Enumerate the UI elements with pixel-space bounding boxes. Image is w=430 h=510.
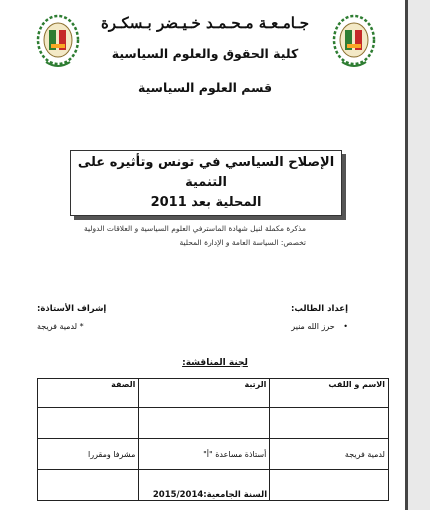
- prepared-by-label: إعداد الطالب:: [290, 304, 348, 314]
- memo-description: مذكرة مكملة لنيل شهادة الماسترفي العلوم السياسية و العلاقات الدولية: [83, 224, 306, 233]
- header-name: الاسم و اللقب: [270, 379, 389, 408]
- university-name: جـامـعـة مـحـمـد خـيـضر بـسكـرة: [100, 14, 310, 32]
- thesis-title-line1: الإصلاح السياسي في تونس وتأثيره على التنمية: [77, 155, 335, 190]
- thesis-title-line2: المحلية بعد 2011: [150, 195, 262, 210]
- thesis-title-box: [70, 150, 342, 216]
- header-role: الصفة: [38, 379, 139, 408]
- specialization: تخصص: السياسة العامة و الإدارة المحلية: [179, 238, 306, 247]
- university-logo-left: [36, 14, 80, 70]
- table-cell: [139, 408, 270, 439]
- student-name: حرز الله منير: [291, 322, 335, 331]
- table-cell: [270, 408, 389, 439]
- faculty-name: كلية الحقوق والعلوم السياسية: [111, 46, 299, 61]
- bullet-icon: •: [343, 322, 348, 331]
- header-rank: الرتبة: [139, 379, 270, 408]
- supervisor-name: * لدمية فريجة: [37, 322, 84, 331]
- table-row: [38, 408, 389, 439]
- supervision-label: إشراف الأستاذة:: [37, 304, 107, 314]
- department-name: قسم العلوم السياسية: [137, 80, 272, 95]
- committee-title: لجنة المناقشة:: [182, 358, 248, 368]
- table-cell: لدمية فريجة: [270, 439, 389, 470]
- university-logo-right: [332, 14, 376, 70]
- table-header-row: [38, 379, 389, 408]
- table-row: [38, 439, 389, 470]
- academic-year: السنة الجامعية:2015/2014: [152, 490, 268, 500]
- table-cell: أستاذة مساعدة "أ": [139, 439, 270, 470]
- table-cell: [38, 408, 139, 439]
- table-cell: مشرفا ومقررا: [38, 439, 139, 470]
- committee-table: [37, 378, 389, 501]
- student-entry: [291, 322, 348, 331]
- viewer-gutter: [408, 0, 430, 510]
